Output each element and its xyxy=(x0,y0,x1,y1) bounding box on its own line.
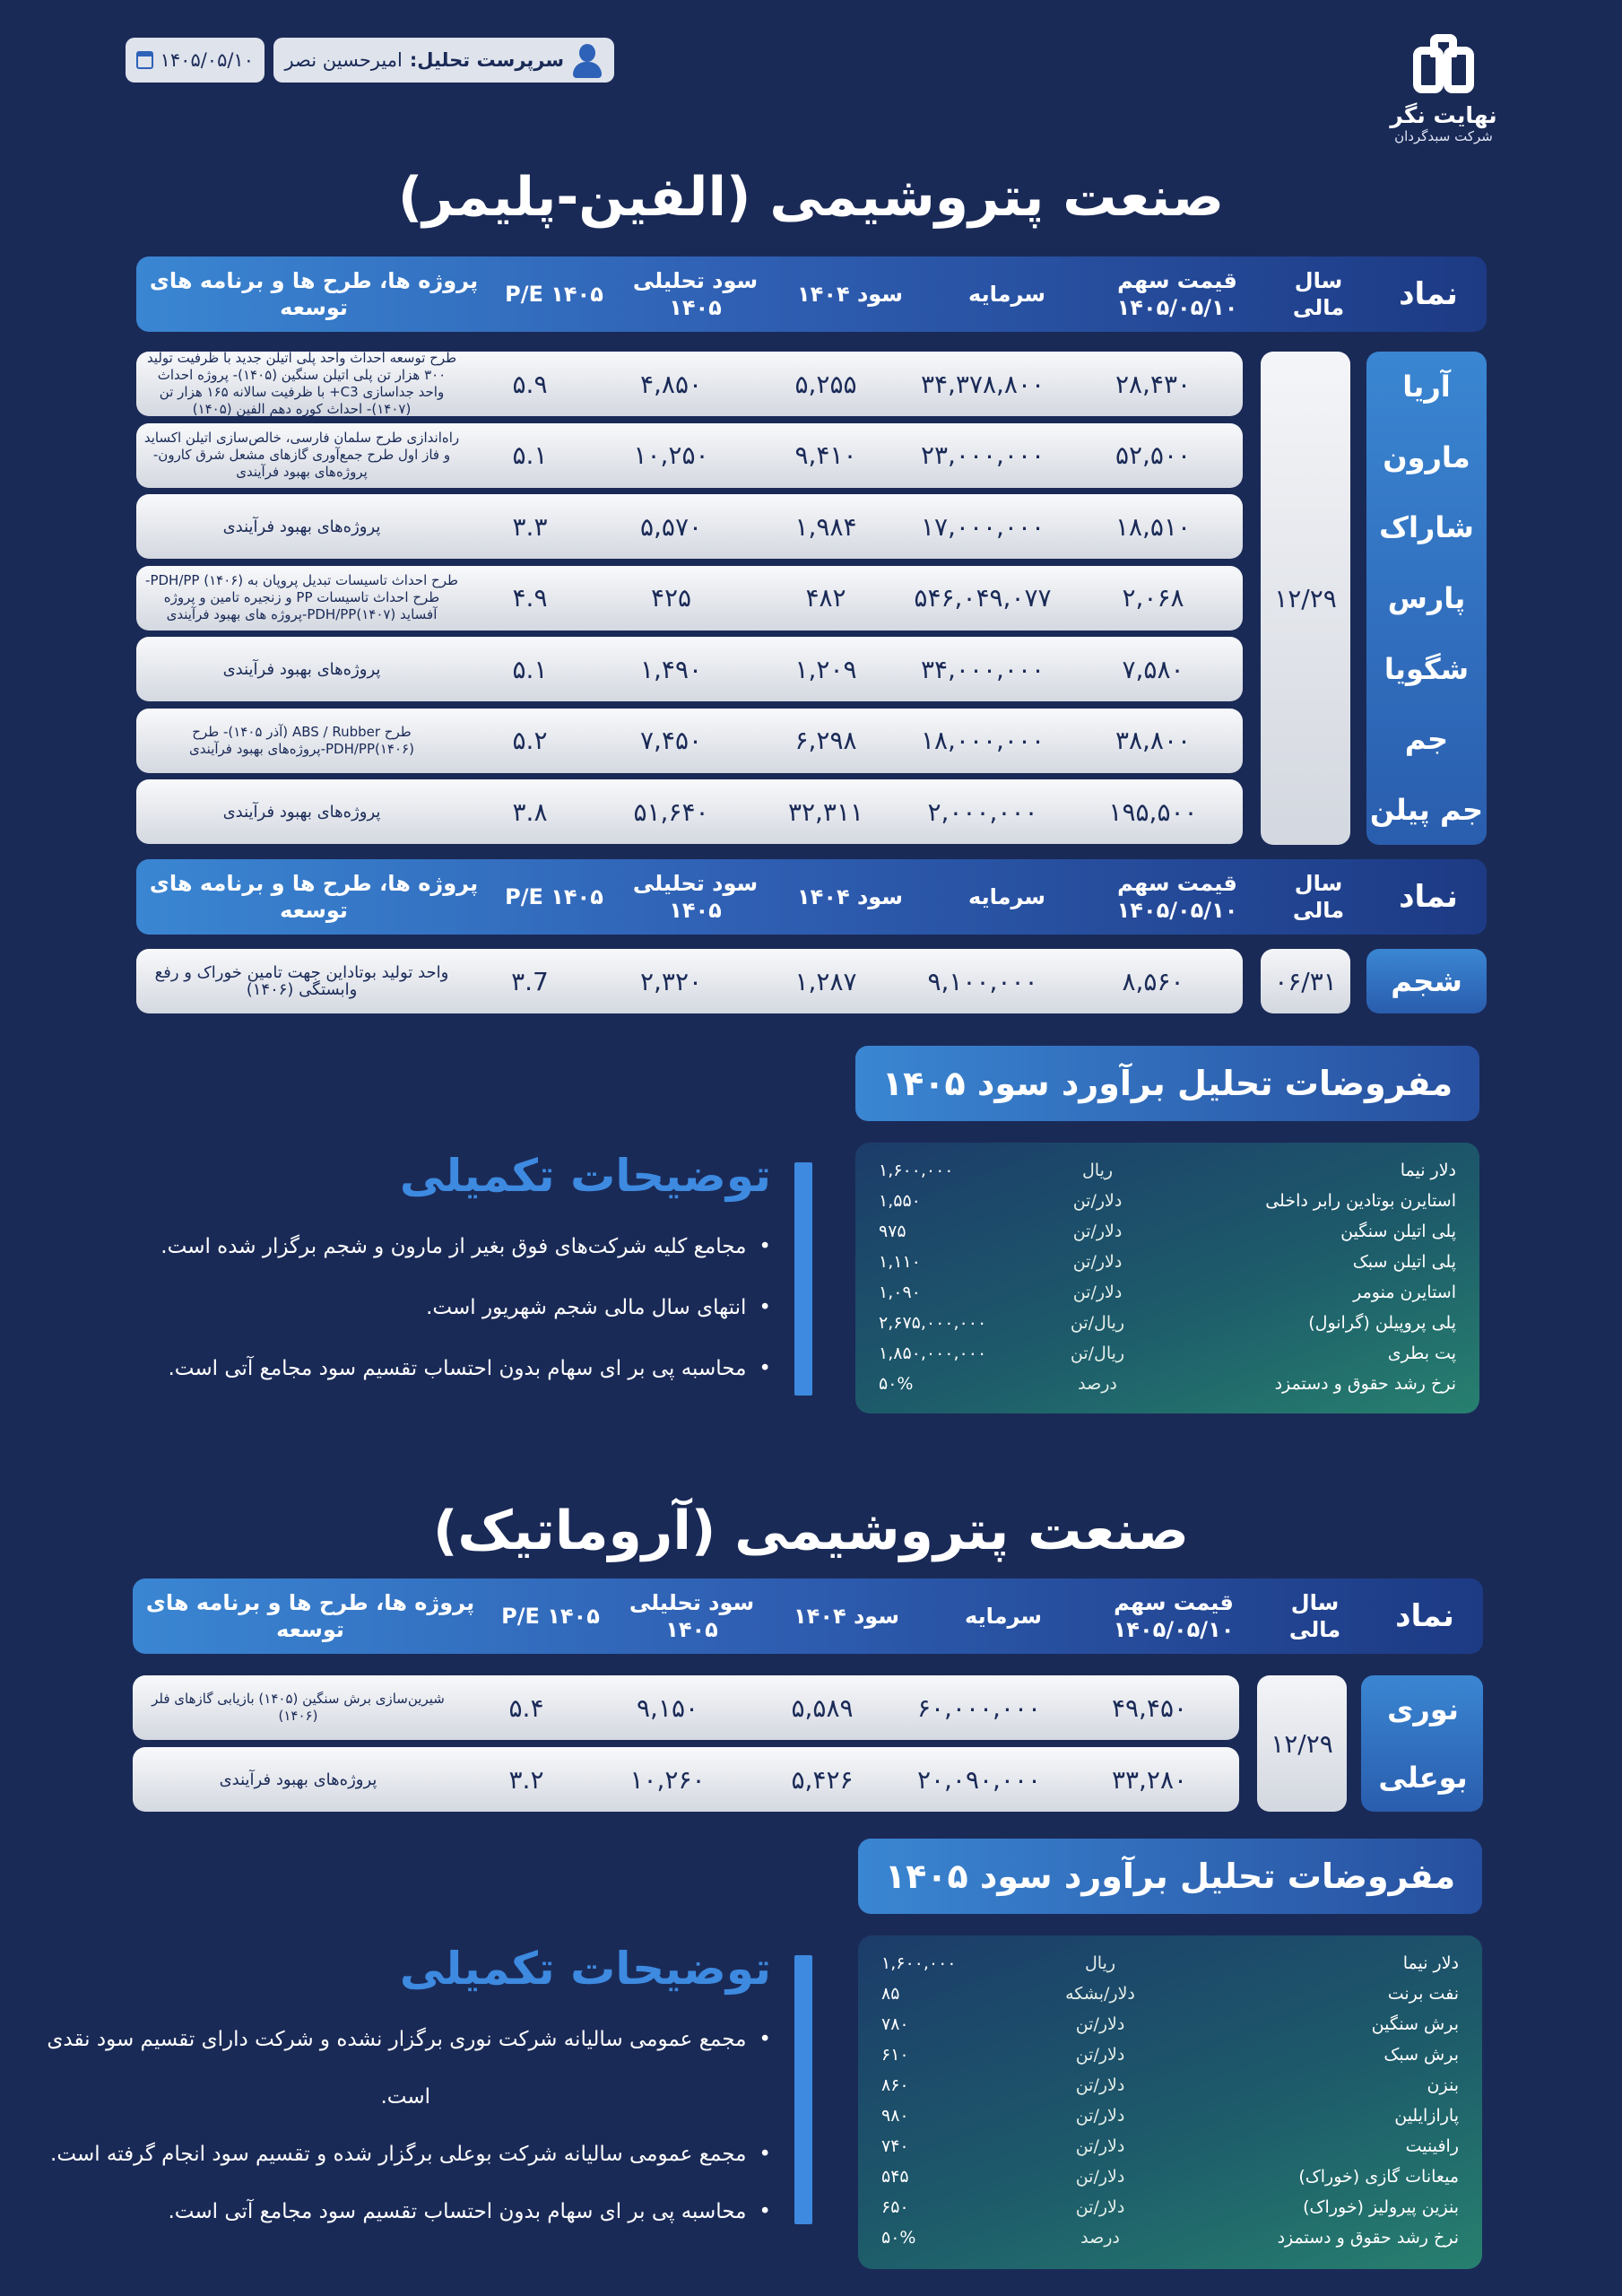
cell-pe: ۳.7 xyxy=(511,966,549,996)
header-projects: پروژه ها، طرح ها و برنامه های توسعه xyxy=(145,1590,475,1642)
cell-pe: ۳.۲ xyxy=(508,1764,544,1795)
cell-pe: ۵.۹ xyxy=(512,369,548,399)
assumption-name: استایرن بوتادین رابر داخلی xyxy=(1265,1191,1456,1211)
cell-projects: طرح ABS / Rubber (آذر ۱۴۰۵)- طرح PDH/PP(۱۴۰۶)-پروژه‌های بهبود فرآیندی xyxy=(189,723,414,757)
assumption-unit: دلار/تن xyxy=(1075,2075,1125,2095)
table-header xyxy=(136,257,1487,332)
assumption-name: پلی پروپیلن (گرانول) xyxy=(1308,1313,1456,1333)
assumption-name: بنزن xyxy=(1427,2075,1459,2095)
symbol-cell: آریا xyxy=(1402,370,1451,404)
assumption-value: ۱,۱۱۰ xyxy=(879,1252,921,1272)
header-price-l2: ۱۴۰۵/۰۵/۱۰ xyxy=(1116,898,1238,923)
symbol-column-2 xyxy=(1361,1675,1483,1812)
note-item: • محاسبه پی بر ای سهام بدون احتساب تقسیم سود مجامع آتی است. xyxy=(36,1352,771,1385)
cell-pe: ۵.۴ xyxy=(508,1692,544,1723)
header-pe: P/E ۱۴۰۵ xyxy=(505,282,603,307)
assumption-unit: دلار/تن xyxy=(1075,2167,1125,2187)
assumption-value: ۲,۶۷۵,۰۰۰,۰۰۰ xyxy=(879,1313,987,1333)
header-fiscal_year: سال مالی xyxy=(1288,1590,1341,1642)
assumption-name: استایرن منومر xyxy=(1353,1283,1456,1302)
header-profit1404: سود ۱۴۰۴ xyxy=(797,282,903,307)
assumption-name: نفت برنت xyxy=(1387,1984,1459,2004)
cell-pe: ۵.۱ xyxy=(512,654,548,684)
assumption-unit: دلار/تن xyxy=(1075,2106,1125,2126)
cell-profit1404: ۵,۵۸۹ xyxy=(791,1692,854,1723)
header-estimate-l2: ۱۴۰۵ xyxy=(665,1617,718,1642)
cell-profit1404: ۵,۴۲۶ xyxy=(791,1764,854,1795)
symbol-cell: بوعلی xyxy=(1378,1761,1468,1795)
header-symbol: نماد xyxy=(1399,879,1458,915)
assumption-value: ۶۵۰ xyxy=(881,2197,909,2217)
fiscal-year-cell-2 xyxy=(1261,949,1350,1013)
header-capital: سرمایه xyxy=(968,282,1045,307)
table-row xyxy=(136,566,1243,631)
assumption-name: پت بطری xyxy=(1387,1344,1456,1363)
assumptions-panel-1 xyxy=(855,1143,1479,1413)
symbol-cell: مارون xyxy=(1383,439,1470,474)
person-icon xyxy=(571,42,603,78)
assumption-name: دلار نیما xyxy=(1400,1161,1456,1180)
assumption-unit: درصد xyxy=(1080,2228,1120,2248)
header-estimate-l2: ۱۴۰۵ xyxy=(669,898,722,923)
cell-profit1404: ۴۸۲ xyxy=(805,583,846,613)
notes-divider-2 xyxy=(794,1955,812,2224)
cell-projects: پروژه‌های بهبود فرآیندی xyxy=(219,1770,377,1789)
cell-price: ۲۸,۴۳۰ xyxy=(1115,369,1192,399)
assumption-unit: ریال xyxy=(1081,1161,1114,1180)
supervisor-name: امیرحسین نصر xyxy=(284,49,403,71)
cell-projects: شیرین‌سازی برش سنگین (۱۴۰۵) بازیابی گازهای فلر (۱۴۰۶) xyxy=(152,1691,445,1724)
assumption-value: ۷۸۰ xyxy=(881,2014,909,2034)
supervisor-label: سرپرست تحلیل: xyxy=(409,49,564,71)
cell-estimate: ۱۰,۲۶۰ xyxy=(629,1764,706,1795)
table-row xyxy=(136,709,1243,773)
table-row xyxy=(136,779,1243,844)
cell-price: ۱۹۵,۵۰۰ xyxy=(1108,796,1198,827)
header-capital: سرمایه xyxy=(965,1604,1042,1629)
table-row xyxy=(133,1675,1239,1740)
cell-capital: ۱۷,۰۰۰,۰۰۰ xyxy=(920,511,1045,542)
cell-capital: ۱۸,۰۰۰,۰۰۰ xyxy=(920,726,1045,755)
header-estimate xyxy=(613,1589,770,1643)
assumption-unit: ریال xyxy=(1084,1953,1116,1973)
cell-capital: ۵۴۶,۰۴۹,۰۷۷ xyxy=(914,583,1052,613)
header-projects: پروژه ها، طرح ها و برنامه های توسعه xyxy=(149,268,479,320)
assumption-unit: دلار/تن xyxy=(1072,1283,1123,1302)
assumption-row xyxy=(881,2070,1459,2100)
header-estimate-l1: سود تحلیلی xyxy=(632,871,759,896)
note-item: • مجمع عمومی سالیانه شرکت نوری برگزار نشده و شرکت دارای تقسیم سود نقدی xyxy=(13,2023,771,2056)
assumption-value: ۱,۶۰۰,۰۰۰ xyxy=(879,1161,954,1180)
assumption-unit: ریال/تن xyxy=(1070,1313,1125,1333)
cell-estimate: ۱,۴۹۰ xyxy=(639,654,703,684)
cell-pe: ۵.۱ xyxy=(512,440,548,470)
header-price-l2: ۱۴۰۵/۰۵/۱۰ xyxy=(1116,295,1238,320)
assumptions-title-1: مفروضات تحلیل برآورد سود ۱۴۰۵ xyxy=(855,1046,1479,1121)
company-logo xyxy=(1381,34,1506,144)
assumption-row xyxy=(879,1186,1456,1216)
assumption-row xyxy=(879,1338,1456,1369)
assumption-row xyxy=(881,2161,1459,2192)
header-fiscal_year: سال مالی xyxy=(1292,871,1345,923)
fiscal-year-cell xyxy=(1261,352,1350,845)
header-price xyxy=(1088,267,1267,321)
assumption-value: ۷۴۰ xyxy=(881,2136,909,2156)
fiscal-year-value-2: ۰۶/۳۱ xyxy=(1274,966,1337,996)
cell-estimate: ۱۰,۲۵۰ xyxy=(633,440,709,470)
cell-projects: واحد تولید بوتاداین جهت تامین خوراک و رفع وابستگی (۱۴۰۶) xyxy=(154,963,449,999)
table-row xyxy=(136,494,1243,559)
assumption-name: برش سبک xyxy=(1383,2045,1459,2065)
cell-pe: ۳.۸ xyxy=(512,796,548,827)
calendar-icon xyxy=(136,51,153,69)
assumptions-panel-2 xyxy=(858,1935,1482,2269)
assumption-value: ۶۱۰ xyxy=(881,2045,909,2065)
header-symbol: نماد xyxy=(1395,1598,1454,1634)
logo-name: نهایت نگر xyxy=(1390,102,1497,128)
assumption-row xyxy=(881,2222,1459,2253)
header-price-l1: قیمت سهم xyxy=(1114,1590,1234,1615)
assumption-value: ۸۵ xyxy=(881,1984,900,2004)
assumption-row xyxy=(879,1369,1456,1399)
note-item: است. xyxy=(380,2085,430,2109)
header-estimate-l1: سود تحلیلی xyxy=(632,268,759,293)
assumption-row xyxy=(881,1948,1459,1979)
cell-estimate: ۹,۱۵۰ xyxy=(636,1692,699,1723)
assumption-row xyxy=(879,1216,1456,1247)
cell-projects: پروژه‌های بهبود فرآیندی xyxy=(222,659,381,679)
cell-estimate: ۵,۵۷۰ xyxy=(639,511,703,542)
assumption-value: ۸۶۰ xyxy=(881,2075,909,2095)
cell-projects: پروژه‌های بهبود فرآیندی xyxy=(222,517,381,536)
assumption-row xyxy=(881,2100,1459,2131)
assumption-name: نرخ رشد حقوق و دستمزد xyxy=(1274,1374,1456,1394)
assumption-name: بنزین پیرولیز (خوراک) xyxy=(1303,2197,1459,2217)
cell-price: ۷,۵۸۰ xyxy=(1122,654,1184,684)
date-text: ۱۴۰۵/۰۵/۱۰ xyxy=(160,49,254,71)
cell-capital: ۲۰,۰۹۰,۰۰۰ xyxy=(916,1764,1042,1795)
assumption-row xyxy=(879,1277,1456,1308)
cell-price: ۳۸,۸۰۰ xyxy=(1115,726,1192,755)
assumption-name: پلی اتیلن سبک xyxy=(1352,1252,1456,1272)
fiscal-year-value-3: ۱۲/۲۹ xyxy=(1271,1728,1333,1759)
assumption-name: دلار نیما xyxy=(1402,1953,1459,1973)
note-item: • انتهای سال مالی شجم شهریور است. xyxy=(36,1292,771,1324)
cell-estimate: ۴,۸۵۰ xyxy=(639,369,703,399)
assumption-unit: درصد xyxy=(1078,1374,1117,1394)
cell-price: ۱۸,۵۱۰ xyxy=(1115,511,1192,542)
assumption-unit: دلار/بشکه xyxy=(1065,1984,1135,2004)
assumptions-title-2: مفروضات تحلیل برآورد سود ۱۴۰۵ xyxy=(858,1839,1482,1914)
assumption-name: پلی اتیلن سنگین xyxy=(1340,1222,1456,1241)
supervisor-badge xyxy=(273,38,614,83)
notes-list-2 xyxy=(13,2023,771,2253)
header-estimate-l1: سود تحلیلی xyxy=(629,1590,755,1615)
symbol-cell: پارس xyxy=(1387,580,1466,615)
notes-title-2: توضیحات تکمیلی xyxy=(399,1943,771,1995)
header-estimate xyxy=(617,267,774,321)
cell-profit1404: ۱,۹۸۴ xyxy=(794,511,857,542)
fiscal-year-value: ۱۲/۲۹ xyxy=(1274,583,1337,613)
assumption-unit: دلار/تن xyxy=(1072,1222,1123,1241)
table-row xyxy=(136,949,1243,1013)
cell-estimate: ۲,۳۲۰ xyxy=(639,966,703,996)
assumption-name: پارازایلین xyxy=(1394,2106,1459,2126)
assumption-value: ۹۸۰ xyxy=(881,2106,909,2126)
table-row xyxy=(136,352,1243,416)
notes-title-1: توضیحات تکمیلی xyxy=(399,1150,771,1202)
assumption-name: رافینیت xyxy=(1405,2136,1459,2156)
cell-profit1404: ۶,۲۹۸ xyxy=(794,726,857,755)
assumption-value: ۱,۶۰۰,۰۰۰ xyxy=(881,1953,957,1973)
assumption-row xyxy=(879,1155,1456,1186)
header-capital: سرمایه xyxy=(968,884,1045,909)
header-estimate-l2: ۱۴۰۵ xyxy=(669,295,722,320)
assumption-unit: دلار/تن xyxy=(1075,2136,1125,2156)
cell-profit1404: ۳۲,۳۱۱ xyxy=(787,796,864,827)
assumption-unit: ریال/تن xyxy=(1070,1344,1125,1363)
cell-estimate: ۴۲۵ xyxy=(650,583,692,613)
cell-projects: راه‌اندازی طرح سلمان فارسی، خالص‌سازی اتیلن اکساید و فاز اول طرح جمع‌آوری گازهای مشعل شرق کارون- پروژه‌های بهبود فرآیندی xyxy=(143,430,460,480)
header-price-l2: ۱۴۰۵/۰۵/۱۰ xyxy=(1113,1617,1235,1642)
cell-estimate: ۵۱,۶۴۰ xyxy=(633,796,709,827)
symbol-cell: جم پیلن xyxy=(1369,792,1484,827)
symbol-cell: نوری xyxy=(1387,1692,1459,1726)
header-projects: پروژه ها، طرح ها و برنامه های توسعه xyxy=(149,871,479,923)
assumption-unit: دلار/تن xyxy=(1075,2014,1125,2034)
symbol-cell: جم xyxy=(1404,722,1449,757)
notes-list-1 xyxy=(36,1231,771,1413)
cell-projects: طرح احداث تاسیسات تبدیل پروپان به PDH/PP (۱۴۰۶)- طرح احداث تاسیسات PP و زنجیره تامین و پروژه آفساید PDH/PP(۱۴۰۷)-پروژه های بهبود فرآیندی xyxy=(145,572,458,622)
fiscal-year-cell-3 xyxy=(1257,1675,1347,1812)
note-item: • محاسبه پی بر ای سهام بدون احتساب تقسیم سود مجامع آتی است. xyxy=(13,2196,771,2228)
assumption-unit: دلار/تن xyxy=(1072,1252,1123,1272)
assumption-name: میعانات گازی (خوراک) xyxy=(1298,2167,1459,2187)
header-pe: P/E ۱۴۰۵ xyxy=(501,1604,600,1629)
assumption-unit: دلار/تن xyxy=(1072,1191,1123,1211)
note-item: • مجامع کلیه شرکت‌های فوق بغیر از مارون و شجم برگزار شده است. xyxy=(36,1231,771,1263)
assumption-row xyxy=(881,1979,1459,2009)
header-symbol: نماد xyxy=(1399,276,1458,312)
logo-subtitle: شرکت سبدگردان xyxy=(1394,128,1493,144)
notes-divider-1 xyxy=(794,1162,812,1396)
cell-price: ۲,۰۶۸ xyxy=(1122,583,1184,613)
assumption-row xyxy=(881,2192,1459,2222)
table-row xyxy=(136,423,1243,488)
cell-projects: طرح توسعه احداث واحد پلی اتیلن جدید با ظرفیت تولید ۳۰۰ هزار تن پلی اتیلن سنگین (۱۴۰۵)- پروژه احداث واحد جداسازی C3+ با ظرفیت سالانه ۱۶۵ هزار تن (۱۴۰۷)- احداث کوره دهم الفین (۱۴۰۵) xyxy=(146,350,457,417)
date-badge xyxy=(126,38,265,83)
cell-price: ۴۹,۴۵۰ xyxy=(1111,1692,1188,1723)
cell-pe: ۳.۳ xyxy=(512,511,548,542)
cell-pe: ۵.۲ xyxy=(512,726,548,755)
assumption-row xyxy=(879,1308,1456,1338)
cell-capital: ۲,۰۰۰,۰۰۰ xyxy=(927,796,1038,827)
assumption-value: ۵۰% xyxy=(881,2228,916,2248)
assumption-row xyxy=(879,1247,1456,1277)
header-price xyxy=(1088,870,1267,924)
header-profit1404: سود ۱۴۰۴ xyxy=(797,884,903,909)
header-fiscal_year: سال مالی xyxy=(1292,268,1345,320)
symbol-cell: شگویا xyxy=(1383,651,1470,686)
symbol-column xyxy=(1366,352,1487,845)
assumption-row xyxy=(881,2039,1459,2070)
section1-title: صنعت پتروشیمی (الفین-پلیمر) xyxy=(397,166,1225,229)
cell-capital: ۳۴,۰۰۰,۰۰۰ xyxy=(920,654,1045,684)
table-row xyxy=(136,637,1243,701)
table-header-2 xyxy=(136,859,1487,935)
cell-pe: ۴.۹ xyxy=(512,583,548,613)
cell-profit1404: ۱,۲۰۹ xyxy=(794,654,857,684)
assumption-row xyxy=(881,2131,1459,2161)
cell-capital: ۳۴,۳۷۸,۸۰۰ xyxy=(920,369,1045,399)
cell-capital: ۶۰,۰۰۰,۰۰۰ xyxy=(916,1692,1042,1723)
cell-profit1404: ۵,۲۵۵ xyxy=(794,369,857,399)
symbol-shajam: شجم xyxy=(1391,964,1462,998)
symbol-cell xyxy=(1366,949,1487,1013)
cell-projects: پروژه‌های بهبود فرآیندی xyxy=(222,802,381,822)
table-row xyxy=(133,1747,1239,1812)
table-header-3 xyxy=(133,1578,1483,1654)
cell-capital: ۹,۱۰۰,۰۰۰ xyxy=(927,966,1038,996)
cell-price: ۳۳,۲۸۰ xyxy=(1111,1764,1188,1795)
assumption-value: ۱,۰۹۰ xyxy=(879,1283,921,1302)
header-price-l1: قیمت سهم xyxy=(1117,871,1237,896)
logo-icon xyxy=(1408,34,1479,97)
header-pe: P/E ۱۴۰۵ xyxy=(505,884,603,909)
header-estimate xyxy=(617,870,774,924)
assumption-row xyxy=(881,2009,1459,2039)
cell-price: ۵۲,۵۰۰ xyxy=(1115,440,1192,470)
assumption-value: ۹۷۵ xyxy=(879,1222,906,1241)
cell-estimate: ۷,۴۵۰ xyxy=(639,726,703,755)
cell-profit1404: ۱,۲۸۷ xyxy=(794,966,857,996)
assumption-value: ۱,۸۵۰,۰۰۰,۰۰۰ xyxy=(879,1344,987,1363)
assumption-unit: دلار/تن xyxy=(1075,2197,1125,2217)
header-price-l1: قیمت سهم xyxy=(1117,268,1237,293)
header-profit1404: سود ۱۴۰۴ xyxy=(794,1604,899,1629)
assumption-value: ۱,۵۵۰ xyxy=(879,1191,921,1211)
header-price xyxy=(1084,1589,1263,1643)
assumption-name: نرخ رشد حقوق و دستمزد xyxy=(1277,2228,1459,2248)
cell-profit1404: ۹,۴۱۰ xyxy=(794,440,857,470)
assumption-value: ۵۴۵ xyxy=(881,2167,909,2187)
assumption-unit: دلار/تن xyxy=(1075,2045,1125,2065)
section2-title: صنعت پتروشیمی (آروماتیک) xyxy=(432,1500,1190,1562)
symbol-cell: شاراک xyxy=(1379,510,1474,545)
cell-capital: ۲۳,۰۰۰,۰۰۰ xyxy=(920,440,1045,470)
assumption-name: برش سنگین xyxy=(1371,2014,1459,2034)
cell-price: ۸,۵۶۰ xyxy=(1122,966,1184,996)
assumption-value: ۵۰% xyxy=(879,1374,914,1394)
note-item: • مجمع عمومی سالیانه شرکت بوعلی برگزار شده و تقسیم سود انجام گرفته است. xyxy=(13,2138,771,2170)
